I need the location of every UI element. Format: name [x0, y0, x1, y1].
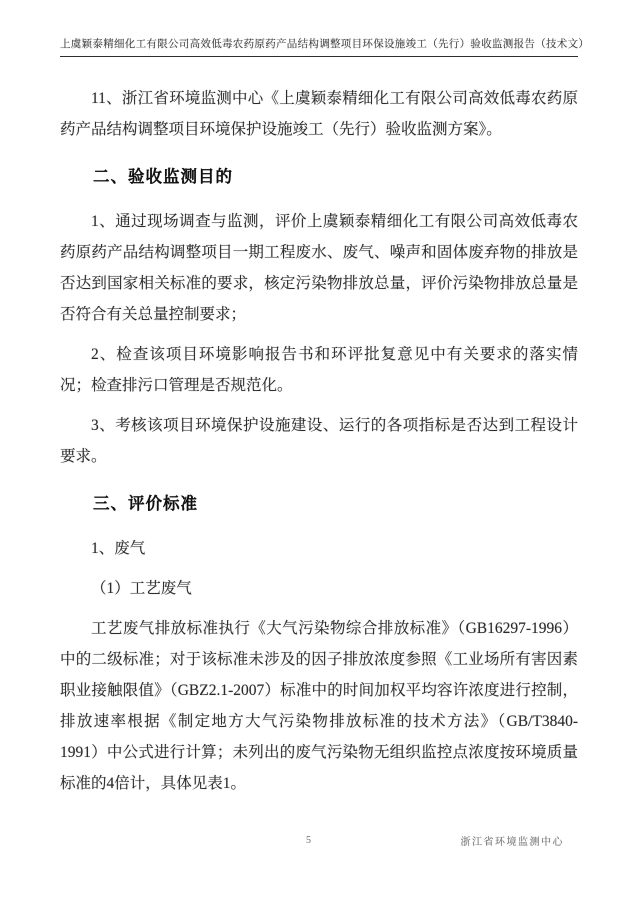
paragraph-purpose-2: 2、检查该项目环境影响报告书和环评批复意见中有关要求的落实情况；检查排污口管理是否规范化。: [60, 346, 578, 394]
paragraph-purpose-3: 3、考核该项目环境保护设施建设、运行的各项指标是否达到工程设计要求。: [60, 417, 578, 465]
paragraph-item-11: 11、浙江省环境监测中心《上虞颖泰精细化工有限公司高效低毒农药原药产品结构调整项目环境保护设施竣工（先行）验收监测方案》。: [60, 90, 578, 138]
page-number: 5: [306, 835, 311, 846]
section-heading-acceptance-monitoring-purpose: 二、验收监测目的: [93, 168, 233, 186]
page-body: [60, 36, 590, 808]
paragraph-process-waste-gas-label: （1）工艺废气: [91, 580, 192, 597]
paragraph-waste-gas-label: 1、废气: [91, 540, 146, 557]
paragraph-purpose-1: 1、通过现场调查与监测，评价上虞颖泰精细化工有限公司高效低毒农药原药产品结构调整项目一期工程废水、废气、噪声和固体废弃物的排放是否达到国家相关标准的要求，核定污染物排放总量，评价污染物排放总量是否符合有关总量控制要求；: [60, 213, 578, 323]
page-header-title: 上虞颖泰精细化工有限公司高效低毒农药原药产品结构调整项目环保设施竣工（先行）验收监测报告（技术文）: [60, 36, 578, 57]
document-content: [60, 83, 578, 799]
paragraph-waste-gas-standards: 工艺废气排放标准执行《大气污染物综合排放标准》（GB16297-1996）中的二级标准；对于该标准未涉及的因子排放浓度参照《工业场所有害因素职业接触限值》（GBZ2.1-2007）标准中的时间加权平均容许浓度进行控制，排放速率根据《制定地方大气污染物排放标准的技术方法》（GB/T3840-1991）中公式进行计算；未列出的废气污染物无组织监控点浓度按环境质量标准的4倍计，具体见表1。: [60, 620, 578, 792]
footer-organization: 浙江省环境监测中心: [460, 837, 564, 848]
section-heading-evaluation-standards: 三、评价标准: [93, 495, 198, 513]
